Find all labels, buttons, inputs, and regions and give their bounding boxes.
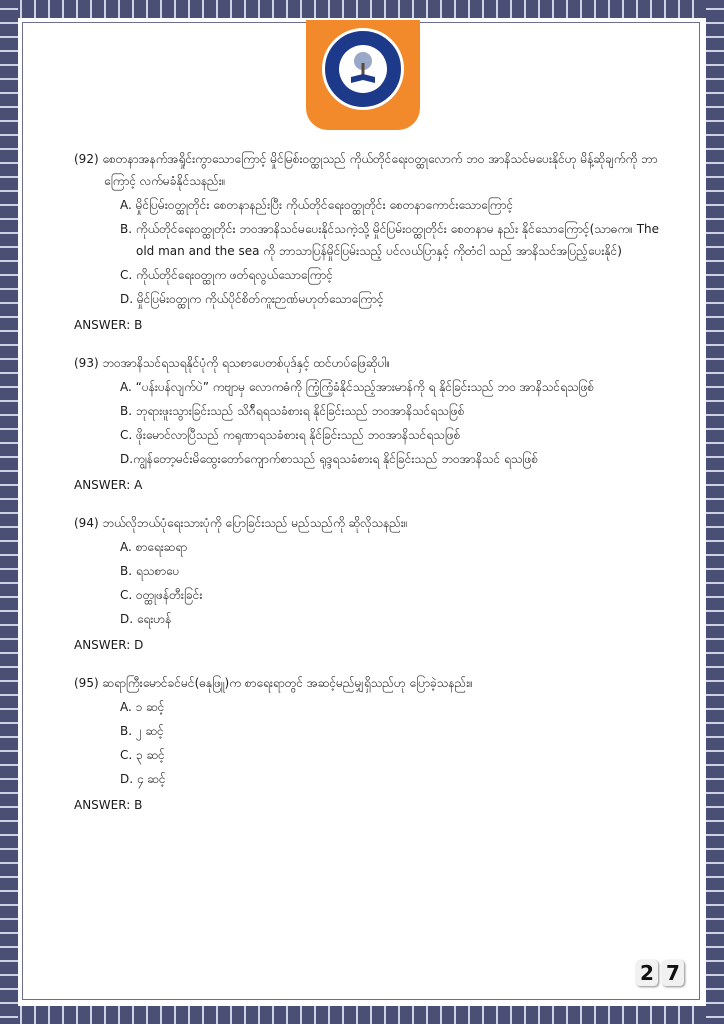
option-b: B. ၂ ဆင့် [120,724,164,738]
option-b: B. ဘုရားဖူးသွားခြင်းသည် သိဂ်ီရရသခံစားရ နိုင်ခြင်းသည် ဘဝအာနိသင်ရသဖြစ် [120,404,465,418]
page-number [636,960,684,986]
question-body: စေတနာအနက်အရှိုင်းကွာသောကြောင့် မှိုင်မြစ်းဝတ္ထုသည် ကိုယ်တိုင်ရေးဝတ္ထုလောက် ဘဝ အာနိသင်မပေးနိုင်ဟု မိန့်ဆိုချက်ကို ဘာကြောင့် လက်မခံနိုင်သနည်း။ [102,152,658,188]
option-c: C. ကိုယ်တိုင်ရေးဝတ္ထုက ဖတ်ရလွယ်သောကြောင့် [120,268,333,282]
page-border-top [0,0,724,18]
question-text [74,672,664,694]
question-95 [74,672,664,816]
page-number-digit: 2 [636,960,658,986]
option-a: A. စာရေးဆရာ [120,540,188,554]
option-c: C. ဝတ္ထုဖန်တီးခြင်း [120,588,203,602]
logo-inner [339,45,387,93]
option-b: B. ကိုယ်တိုင်ရေးဝတ္ထုတိုင်း ဘဝအာနိသင်မပေးနိုင်သကဲ့သို့ မှိုင်ပြမ်းဝတ္ထုတိုင်း စေတနာမ နည်း နိုင်သောကြောင့်(သာဓက။ The old man and the sea ကို ဘာသာပြန်မှိုင်ပြမ်းသည့် ပင်လယ်ပြာနှင့် ကိုတံငါ သည် အာနိသင်အပြည့်ပေးနိုင်) [120,222,660,258]
page-border-right [706,0,724,1024]
logo-emblem [322,28,404,110]
page-border-left [0,0,18,1024]
logo-tab [306,20,420,130]
answer-label: ANSWER: A [74,478,143,492]
page-border-bottom [0,1006,724,1024]
question-93 [74,352,664,496]
option-c: C. ဖိုးမောင်လာပြီသည် ကရုဏာရသခံစားရ နိုင်ခြင်းသည် ဘဝအာနိသင်ရသဖြစ် [120,428,461,442]
question-number: (93) [74,356,99,370]
option-d: D. ၄ ဆင့် [120,772,166,786]
option-a: A. ၁ ဆင့် [120,700,165,714]
question-text [74,512,664,534]
answer-label: ANSWER: B [74,798,143,812]
page-number-digit: 7 [662,960,684,986]
question-body: ဘယ်လိုဘယ်ပုံရေးသားပုံကို ပြောခြင်းသည် မည်သည်ကို ဆိုလိုသနည်း။ [102,516,408,530]
option-c: C. ၃ ဆင့် [120,748,165,762]
question-94 [74,512,664,656]
question-number: (95) [74,676,99,690]
option-b: B. ရသစာပေ [120,564,180,578]
question-body: ဆရာကြီးမောင်ခင်မင်(ဓနုဖြူ)က စာရေးရာတွင် အဆင့်မည်မျှရှိသည်ဟု ပြောခဲ့သနည်း။ [102,676,473,690]
option-d: D. မှိုင်ပြမ်းဝတ္ထုက ကိုယ်ပိုင်စိတ်ကူးဉာဏ်မဟုတ်သောကြောင့် [120,292,384,306]
question-text [74,148,664,192]
tree-book-icon [349,51,377,85]
question-number: (92) [74,152,99,166]
option-d: D. ရေးဟန် [120,612,172,626]
answer-label: ANSWER: B [74,318,143,332]
question-92 [74,148,664,336]
option-d: D.ကျွန်တော့မင်းမိထွေးတော်ကျောက်စာသည် ရုဒ္ဒရသခံစားရ နိုင်ခြင်းသည် ဘဝအာနိသင် ရသဖြစ် [120,452,539,466]
option-a: A. “ပန်းပန်လျက်ပဲ” ကဗျာမှ လောကဓံကို ကြံ့ကြံ့ခံနိုင်သည့်အားမာန်ကို ရ နိုင်ခြင်းသည် ဘဝ အာနိသင်ရသဖြစ် [120,380,595,394]
question-number: (94) [74,516,99,530]
answer-label: ANSWER: D [74,638,144,652]
question-list [74,148,664,816]
question-body: ဘဝအာနိသင်ရသရနိုင်ပုံကို ရသစာပေတစ်ပုဒ်နှင့် ထင်ဟပ်ဖြေဆိုပါ။ [102,356,391,370]
option-a: A. မှိုင်ပြမ်းဝတ္ထုတိုင်း စေတနာနည်းပြီး ကိုယ်တိုင်ရေးဝတ္ထုတိုင်း စေတနာကောင်းသောကြောင့် [120,198,514,212]
question-text [74,352,664,374]
